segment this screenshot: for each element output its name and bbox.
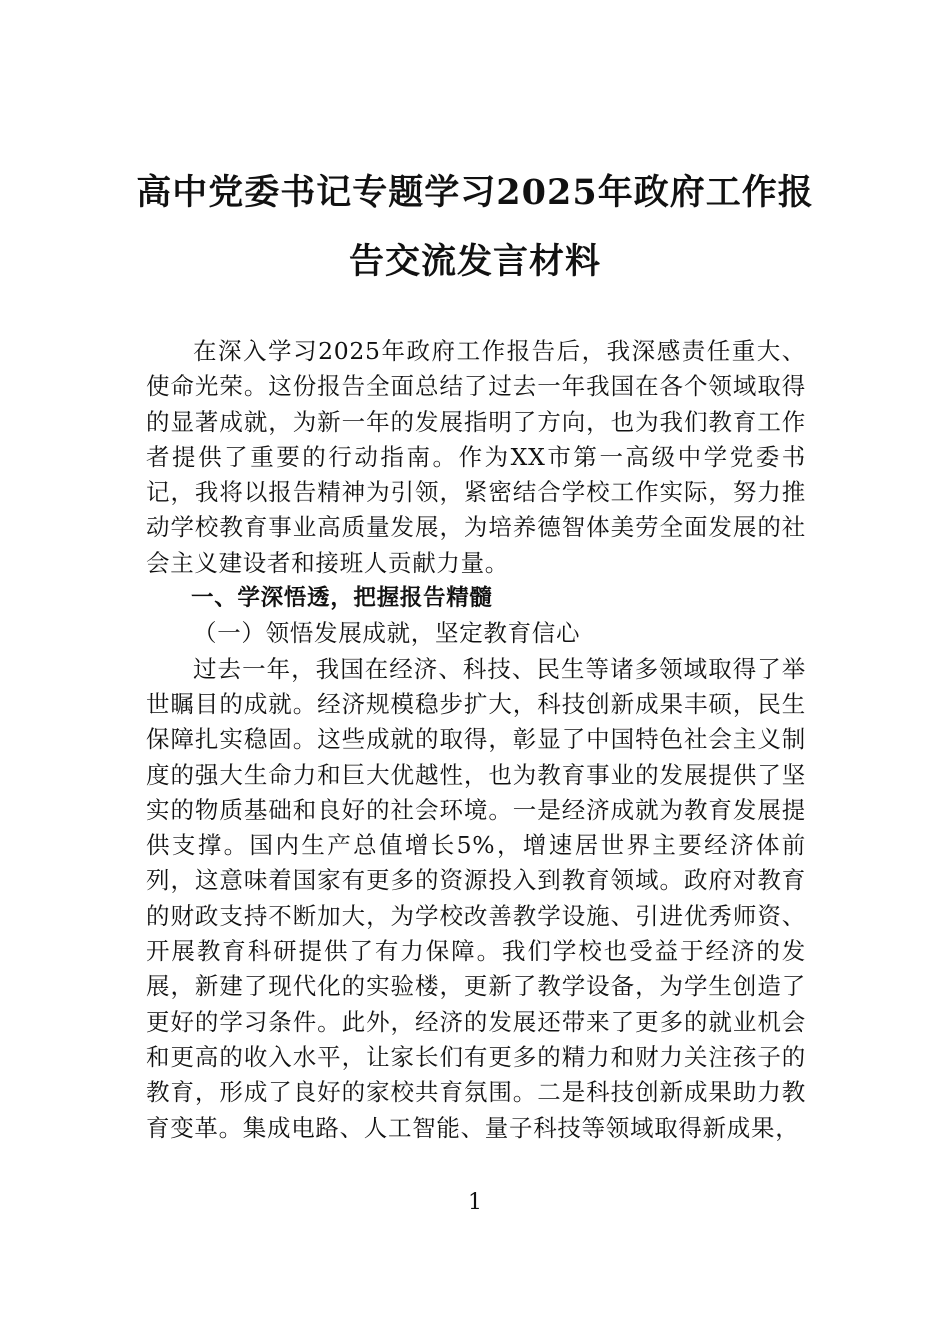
document-title-line-2: 告交流发言材料 bbox=[348, 241, 601, 282]
document-body bbox=[146, 334, 806, 1146]
section-heading: 一、学深悟透，把握报告精髓 bbox=[191, 585, 493, 612]
page-number: 1 bbox=[468, 1190, 482, 1215]
subsection-heading: （一）领悟发展成就，坚定教育信心 bbox=[193, 619, 581, 648]
document-title-line-1: 高中党委书记专题学习2025年政府工作报 bbox=[136, 172, 814, 213]
body-paragraph: 过去一年，我国在经济、科技、民生等诸多领域取得了举世瞩目的成就。经济规模稳步扩大，科技创新成果丰硕，民生保障扎实稳固。这些成就的取得，彰显了中国特色社会主义制度的强大生命力和巨大优越性，也为教育事业的发展提供了坚实的物质基础和良好的社会环境。一是经济成就为教育发展提供支撑。国内生产总值增长5%，增速居世界主要经济体前列，这意味着国家有更多的资源投入到教育领域。政府对教育的财政支持不断加大，为学校改善教学设施、引进优秀师资、开展教育科研提供了有力保障。我们学校也受益于经济的发展，新建了现代化的实验楼，更新了教学设备，为学生创造了更好的学习条件。此外，经济的发展还带来了更多的就业机会和更高的收入水平，让家长们有更多的精力和财力关注孩子的教育，形成了良好的家校共育氛围。二是科技创新成果助力教育变革。集成电路、人工智能、量子科技等领域取得新成果， bbox=[146, 654, 806, 1142]
intro-paragraph: 在深入学习2025年政府工作报告后，我深感责任重大、使命光荣。这份报告全面总结了过去一年我国在各个领域取得的显著成就，为新一年的发展指明了方向，也为我们教育工作者提供了重要的行动指南。作为XX市第一高级中学党委书记，我将以报告精神为引领，紧密结合学校工作实际，努力推动学校教育事业高质量发展，为培养德智体美劳全面发展的社会主义建设者和接班人贡献力量。 bbox=[146, 337, 806, 577]
